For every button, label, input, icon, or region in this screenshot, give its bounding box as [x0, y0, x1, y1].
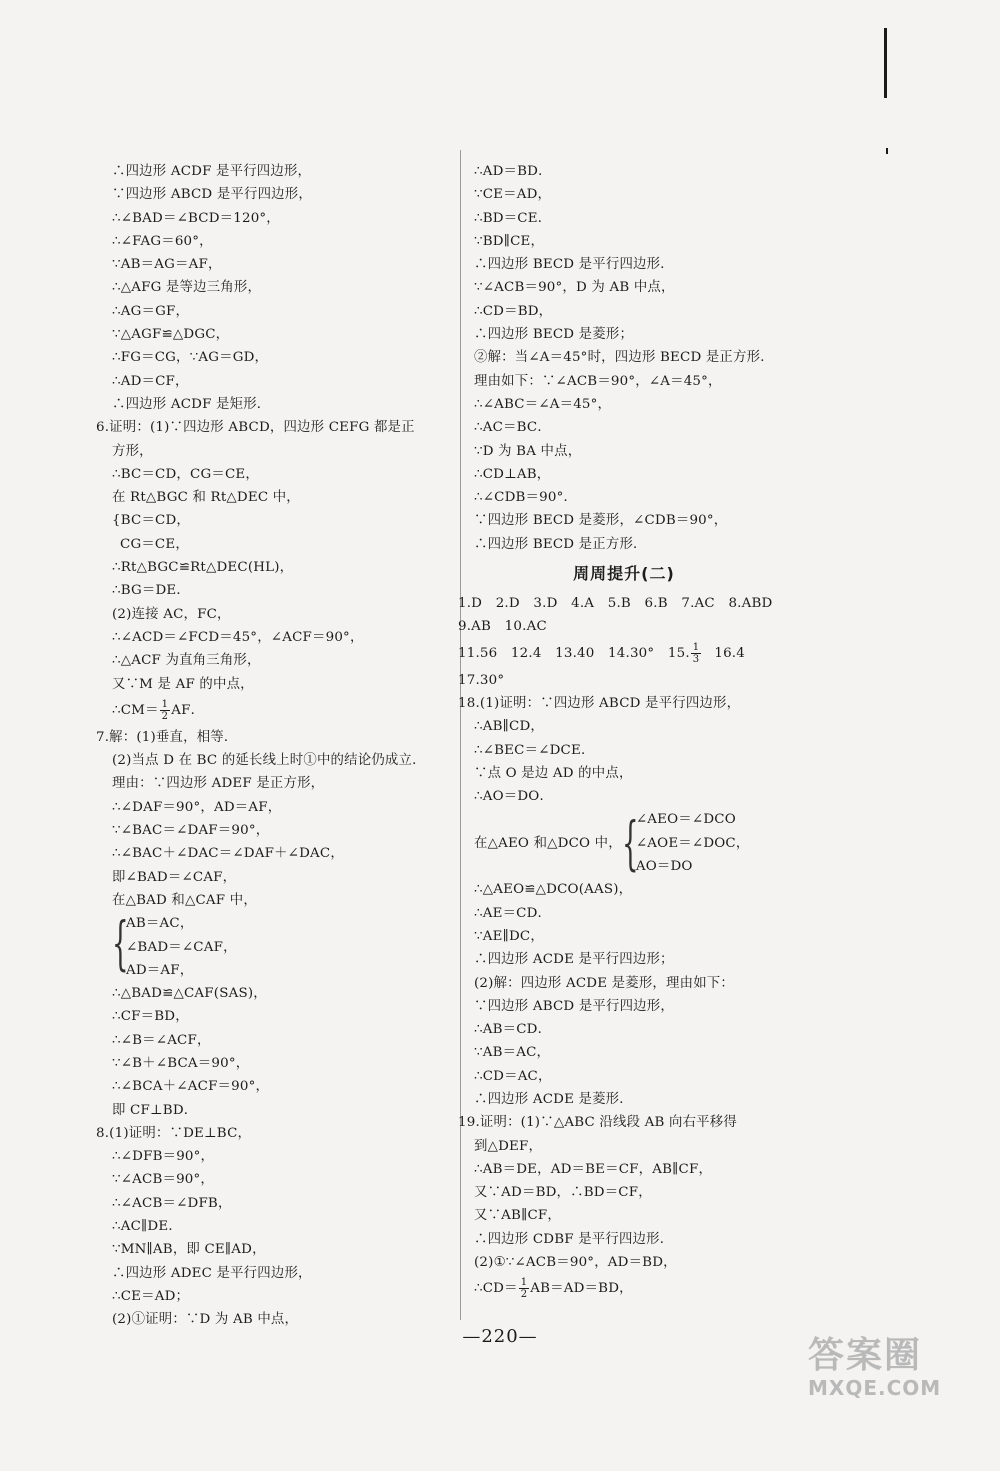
text-line: ∴BG＝DE． [112, 583, 190, 599]
text-line: ∴AB∥CD， [474, 719, 544, 735]
text-line: 又∵AD＝BD，∴BD＝CF， [474, 1185, 652, 1201]
text-line: AO＝DO [635, 859, 693, 875]
text-line: ∴∠B＝∠ACF， [112, 1032, 211, 1048]
text-line: ∴四边形 CDBF 是平行四边形． [474, 1231, 674, 1247]
fraction-half [160, 699, 171, 722]
text-line: ∵AB＝AC， [474, 1045, 551, 1061]
fraction-third [691, 642, 702, 665]
text-line: ∴∠ABC＝∠A＝45°， [474, 396, 612, 412]
left-brace: { [112, 909, 129, 978]
text-line: ∴∠ACD＝∠FCD＝45°，∠ACF＝90°， [112, 629, 364, 645]
text-line: AB＝AC， [126, 916, 194, 932]
section-title: 周周提升(二) [573, 564, 675, 584]
text-line: ∴BD＝CE． [474, 210, 552, 226]
text-line: ∴AD＝CF， [112, 373, 189, 389]
text-line: ∴四边形 ACDF 是平行四边形， [112, 164, 312, 179]
equation-system [112, 509, 456, 556]
text-line: 即∠BAD＝∠CAF， [112, 869, 237, 885]
text-line: ∵∠BAC＝∠DAF＝90°， [112, 823, 270, 839]
text-line: ∴四边形 ADEC 是平行四边形， [112, 1265, 312, 1281]
equation-system [112, 909, 456, 982]
formula-text: ∴CM＝ [112, 702, 159, 718]
answer-line: 1.D 2.D 3.D 4.A 5.B 6.B 7.AC 8.ABD [458, 596, 773, 612]
text-line: ∴CE＝AD； [112, 1288, 190, 1304]
text-line: ∵∠ACB＝90°， [112, 1172, 215, 1188]
text-line: ∴∠DAF＝90°，AD＝AF， [112, 799, 282, 815]
text-line: ∴∠BAC＋∠DAC＝∠DAF＋∠DAC， [112, 846, 344, 862]
text-line: ∴AO＝DO． [474, 789, 554, 805]
left-brace: { [621, 809, 639, 878]
answer-line: 9.AB 10.AC [458, 619, 547, 635]
scan-edge-mark [884, 28, 887, 98]
text-line: 在△BAD 和△CAF 中， [112, 892, 257, 908]
text-line: ∴CF＝BD， [112, 1009, 189, 1025]
text-line: ∴CD＝AC， [474, 1068, 552, 1084]
text-line: ∴∠BEC＝∠DCE． [474, 742, 595, 758]
problem-18-heading: 18.(1)证明：∵四边形 ABCD 是平行四边形， [458, 695, 741, 711]
text-line: ∴AD＝BD． [474, 164, 552, 179]
text-line: ∴四边形 ACDE 是平行四边形； [474, 952, 674, 968]
text-line: ∴四边形 BECD 是正方形． [474, 536, 647, 552]
text-line: ∴AC∥DE． [112, 1219, 182, 1235]
column-divider [460, 150, 461, 1320]
text-line: ∴BC＝CD，CG＝CE， [112, 466, 259, 482]
text-line: ∴△BAD≌△CAF(SAS)， [112, 986, 267, 1002]
problem-19-heading: 19.证明：(1)∵△ABC 沿线段 AB 向右平移得 [458, 1115, 737, 1131]
text-line: ∵CE＝AD， [474, 187, 552, 203]
left-column [96, 160, 456, 1332]
text-line: ②解：当∠A＝45°时，四边形 BECD 是正方形． [474, 350, 774, 366]
text-line: ∴AB＝CD． [474, 1022, 552, 1038]
text-line: ∵四边形 ABCD 是平行四边形， [474, 998, 674, 1014]
problem-8-heading: 8.(1)证明：∵DE⊥BC， [96, 1125, 252, 1141]
formula-text: AF． [171, 702, 205, 718]
watermark-title: 答案圈 [808, 1335, 923, 1376]
fraction-denominator: 2 [161, 710, 169, 722]
text-line: 又∵AB∥CF， [474, 1208, 562, 1224]
text-line: (2)连接 AC，FC， [112, 606, 231, 622]
right-column [458, 160, 774, 1304]
text-line: ∵点 O 是边 AD 的中点， [474, 765, 633, 781]
text-line: ∵四边形 BECD 是菱形，∠CDB＝90°， [474, 513, 728, 529]
fraction-denominator: 2 [520, 1289, 528, 1301]
text-line: ∵四边形 ABCD 是平行四边形， [112, 187, 312, 203]
text-line: ∴四边形 BECD 是菱形； [474, 327, 634, 343]
fraction-half [519, 1277, 530, 1300]
text-line: ∴∠FAG＝60°， [112, 233, 213, 249]
text-line: CG＝CE， [120, 536, 189, 552]
text-line: (2)当点 D 在 BC 的延长线上时①中的结论仍成立． [112, 753, 426, 769]
text-line: ∠AOE＝∠DOC， [635, 835, 750, 851]
formula-text: ∴CD＝ [474, 1281, 518, 1297]
text-line: ∴∠BAD＝∠BCD＝120°， [112, 210, 280, 226]
text-line: ∴AG＝GF， [112, 303, 190, 319]
scan-dot-mark [886, 148, 888, 154]
equation-system [474, 808, 774, 878]
watermark-logo [808, 1327, 978, 1401]
text-line: ∴四边形 ACDE 是菱形． [474, 1091, 633, 1107]
text-line: ∴△AFG 是等边三角形， [112, 280, 262, 296]
problem-7-heading: 7.解：(1)垂直，相等． [96, 729, 238, 745]
answer-line: 17.30° [458, 672, 505, 688]
text-line [112, 696, 456, 726]
page-number: —220— [462, 1326, 538, 1347]
answer-text: 16.4 [714, 645, 745, 661]
fraction-numerator: 1 [161, 698, 169, 710]
fraction-numerator: 1 [520, 1277, 528, 1289]
text-line: ∵AE∥DC， [474, 928, 544, 944]
watermark-url: MXQE.COM [808, 1376, 942, 1400]
text-line: AD＝AF， [126, 962, 194, 978]
text-line: ∴CD⊥AB， [474, 466, 551, 482]
answer-line [458, 639, 774, 669]
text-line: (2)①∵∠ACB＝90°，AD＝BD， [474, 1255, 677, 1271]
text-line: 即 CF⊥BD． [112, 1102, 198, 1118]
text-line: ∴四边形 BECD 是平行四边形． [474, 257, 674, 273]
text-line: ∠BAD＝∠CAF， [126, 939, 237, 955]
text-line [474, 1274, 774, 1304]
text-line: 到△DEF， [474, 1138, 543, 1154]
text-line: ∴AC＝BC． [474, 420, 551, 436]
text-line: ∴Rt△BGC≌Rt△DEC(HL)， [112, 560, 294, 576]
fraction-numerator: 1 [692, 641, 700, 653]
text-line: ∵MN∥AB，即 CE∥AD， [112, 1242, 266, 1258]
text-line: 在 Rt△BGC 和 Rt△DEC 中， [112, 490, 300, 506]
text-line: ∴CD＝BD， [474, 303, 553, 319]
text-line: (2)解：四边形 ACDE 是菱形，理由如下： [474, 975, 734, 991]
text-line: ∵∠B＋∠BCA＝90°， [112, 1055, 250, 1071]
text-line: ∵AB＝AG＝AF， [112, 257, 222, 273]
text-line: ∵BD∥CE， [474, 233, 545, 249]
text-line: 理由如下：∵∠ACB＝90°，∠A＝45°， [474, 373, 722, 389]
text-line: ∵∠ACB＝90°，D 为 AB 中点， [474, 280, 675, 296]
text-line: ∴∠DFB＝90°， [112, 1149, 215, 1165]
text-line: 在△AEO 和△DCO 中， [474, 835, 622, 851]
text-line: {BC＝CD， [112, 513, 191, 529]
text-line: ∴∠ACB＝∠DFB， [112, 1195, 232, 1211]
text-line: ∴△ACF 为直角三角形， [112, 653, 261, 669]
text-line: ∴AB＝DE，AD＝BE＝CF，AB∥CF， [474, 1161, 713, 1177]
formula-text: AB＝AD＝BD， [530, 1281, 633, 1297]
text-line: 又∵M 是 AF 的中点， [112, 676, 254, 692]
text-line: ∴FG＝CG，∵AG＝GD， [112, 350, 269, 366]
text-line: ∴四边形 ACDF 是矩形． [112, 396, 271, 412]
text-line: (2)①证明：∵D 为 AB 中点， [112, 1312, 299, 1328]
text-line: ∴∠CDB＝90°． [474, 490, 578, 506]
fraction-denominator: 3 [692, 653, 700, 665]
text-line: ∵D 为 BA 中点， [474, 443, 582, 459]
text-line: 理由：∵四边形 ADEF 是正方形， [112, 776, 325, 792]
text-line: ∵△AGF≌△DGC， [112, 327, 230, 343]
answer-text: 11.56 12.4 13.40 14.30° 15. [458, 645, 690, 661]
text-line: ∴AE＝CD． [474, 905, 552, 921]
text-line: ∴∠BCA＋∠ACF＝90°， [112, 1079, 270, 1095]
text-line: ∠AEO＝∠DCO [635, 812, 736, 828]
text-line: 方形， [112, 443, 153, 459]
text-line: ∴△AEO≌△DCO(AAS)， [474, 882, 633, 898]
problem-6-heading: 6.证明：(1)∵四边形 ABCD，四边形 CEFG 都是正 [96, 420, 415, 436]
